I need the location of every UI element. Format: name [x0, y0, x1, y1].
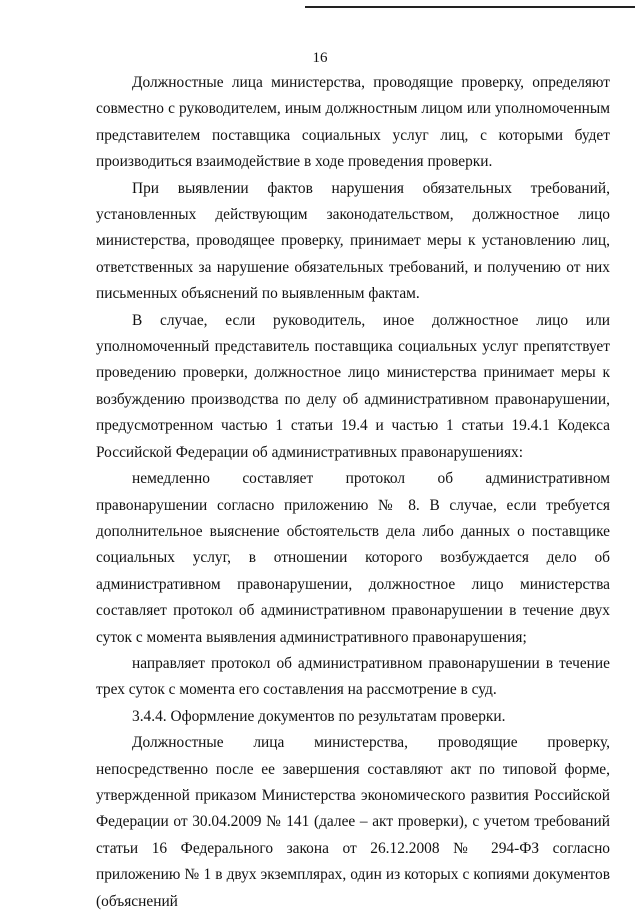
- paragraph-protocol-to-court: направляет протокол об административном правонарушении в течение трех суток с момента его составления на рассмотрение в суд.: [96, 654, 610, 699]
- paragraph-inspection-officials: Должностные лица министерства, проводящие проверку, определяют совместно с руководителем, иным должностным лицом или уполномоченным представителем поставщика социальных услуг лиц, с которыми будет производиться взаимодействие в ходе проведения проверки.: [96, 74, 610, 171]
- section-heading-3-4-4: 3.4.4. Оформление документов по результатам проверки.: [132, 707, 506, 725]
- paragraph-violation-detection: При выявлении фактов нарушения обязательных требований, установленных действующим законодательством, должностное лицо министерства, проводящее проверку, принимает меры к установлению лиц, ответственных за нарушение обязательных требований, и получению от них письменных объяснений по выявленным фактам.: [96, 179, 610, 303]
- paragraph-protocol-drafting: немедленно составляет протокол об административном правонарушении согласно приложению № 8. В случае, если требуется дополнительное выяснение обстоятельств дела либо данных о поставщике социальных услуг, в отношении которого возбуждается дело об административном правонарушении, должностное лицо министерства составляет протокол об административном правонарушении в течение двух суток с момента выявления административного правонарушения;: [96, 470, 610, 646]
- paragraph-inspection-act: Должностные лица министерства, проводящие проверку, непосредственно после ее завершения составляют акт по типовой форме, утвержденной приказом Министерства экономического развития Российской Федерации от 30.04.2009 № 141 (далее – акт проверки), с учетом требований статьи 16 Федерального закона от 26.12.2008 № 294-ФЗ согласно приложению № 1 в двух экземплярах, один из которых с копиями документов (объяснений: [96, 734, 610, 910]
- page-number: 16: [312, 50, 328, 66]
- paragraph-obstruction-case: В случае, если руководитель, иное должностное лицо или уполномоченный представитель поставщика социальных услуг препятствует проведению проверки, должностное лицо министерства принимает меры к возбуждению производства по делу об административном правонарушении, предусмотренном частью 1 статьи 19.4 и частью 1 статьи 19.4.1 Кодекса Российской Федерации об административных правонарушениях:: [96, 311, 610, 461]
- header-rule: [305, 6, 635, 8]
- document-body: [96, 70, 610, 915]
